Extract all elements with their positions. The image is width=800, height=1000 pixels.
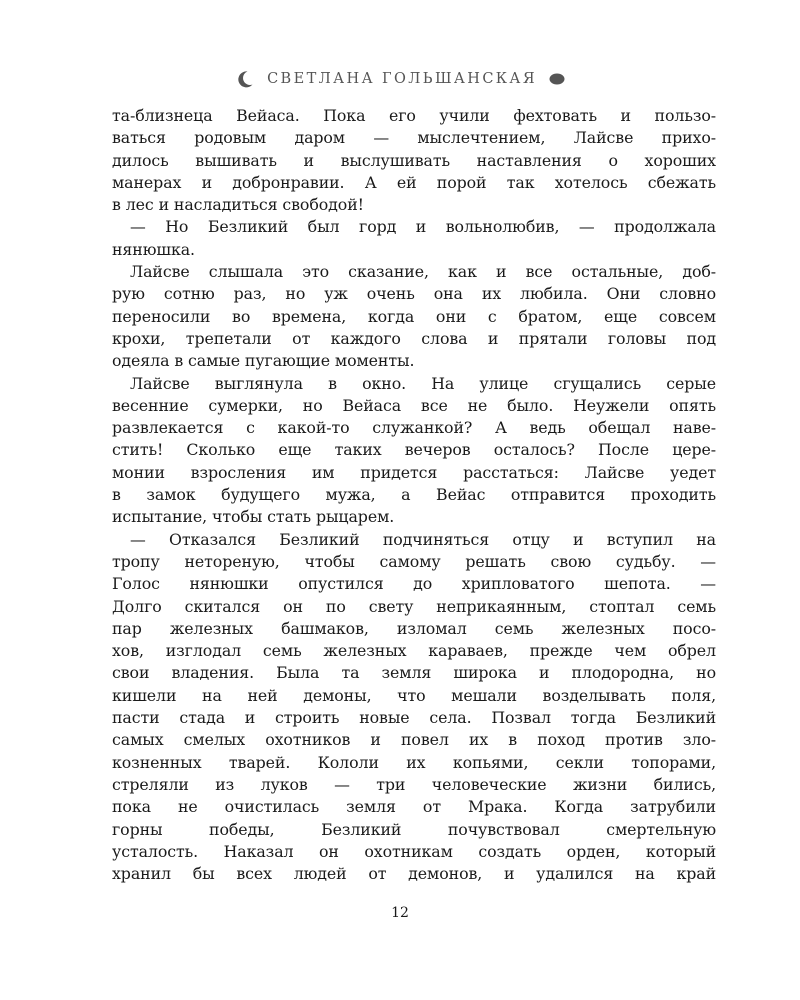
running-header xyxy=(0,66,800,92)
text-line: — Но Безликий был горд и вольнолюбив, — продолжала xyxy=(130,217,716,237)
text-line: весенние сумерки, но Вейаса все не было. Неужели опять xyxy=(112,395,716,415)
text-line: нянюшка. xyxy=(112,239,195,259)
text-line: в замок будущего мужа, а Вейас отправится проходить xyxy=(112,485,716,505)
text-line: козненных тварей. Кололи их копьями, секли топорами, xyxy=(112,752,716,772)
text-line: кишели на ней демоны, что мешали возделывать поля, xyxy=(112,685,716,705)
running-header-content xyxy=(235,69,565,89)
text-line: Лайсве слышала это сказание, как и все остальные, доб- xyxy=(130,262,716,282)
text-line: стреляли из луков — три человеческие жизни бились, xyxy=(112,774,716,794)
text-line: та-близнеца Вейаса. Пока его учили фехтовать и пользо- xyxy=(112,106,716,125)
body-text xyxy=(112,105,716,885)
dot-icon xyxy=(549,73,565,85)
text-line: монии взросления им придется расстаться: Лайсве уедет xyxy=(112,462,716,482)
text-line: хранил бы всех людей от демонов, и удалился на край xyxy=(112,864,716,884)
text-line: пар железных башмаков, изломал семь железных посо- xyxy=(112,618,716,638)
text-line: испытание, чтобы стать рыцарем. xyxy=(112,507,395,527)
text-line: самых смелых охотников и повел их в поход против зло- xyxy=(112,730,716,750)
page-number: 12 xyxy=(391,905,409,921)
text-line: рую сотню раз, но уж очень она их любила. Они словно xyxy=(112,284,716,304)
text-line: ваться родовым даром — мыслечтением, Лайсве прихо- xyxy=(112,128,716,148)
text-line: в лес и насладиться свободой! xyxy=(112,195,364,215)
text-line: Голос нянюшки опустился до хрипловатого шепота. — xyxy=(112,574,716,594)
text-line: переносили во времена, когда они с братом, еще совсем xyxy=(112,306,716,326)
text-line: дилось вышивать и выслушивать наставления о хороших xyxy=(112,150,716,170)
text-line: крохи, трепетали от каждого слова и прятали головы под xyxy=(112,328,716,348)
text-line: Лайсве выглянула в окно. На улице сгущались серые xyxy=(130,373,716,393)
text-line: пасти стада и строить новые села. Позвал тогда Безликий xyxy=(112,708,716,728)
text-line: — Отказался Безликий подчиняться отцу и вступил на xyxy=(130,529,716,549)
text-line: хов, изглодал семь железных караваев, прежде чем обрел xyxy=(112,641,716,661)
text-line: Долго скитался он по свету неприкаянным, стоптал семь xyxy=(112,596,716,616)
text-line: манерах и добронравии. А ей порой так хотелось сбежать xyxy=(112,172,716,192)
text-line: тропу нетореную, чтобы самому решать свою судьбу. — xyxy=(112,551,716,571)
text-line: свои владения. Была та земля широка и плодородна, но xyxy=(112,663,716,683)
text-line: развлекается с какой-то служанкой? А ведь обещал наве- xyxy=(112,418,716,438)
text-line: пока не очистилась земля от Мрака. Когда затрубили xyxy=(112,797,716,817)
text-line: усталость. Наказал он охотникам создать орден, который xyxy=(112,841,716,861)
author-name: СВЕТЛАНА ГОЛЬШАНСКАЯ xyxy=(267,71,537,87)
text-line: стить! Сколько еще таких вечеров осталось? После цере- xyxy=(112,440,716,460)
crescent-moon-icon xyxy=(235,69,255,89)
text-line: одеяла в самые пугающие моменты. xyxy=(112,351,415,371)
text-line: горны победы, Безликий почувствовал смертельную xyxy=(112,819,716,839)
